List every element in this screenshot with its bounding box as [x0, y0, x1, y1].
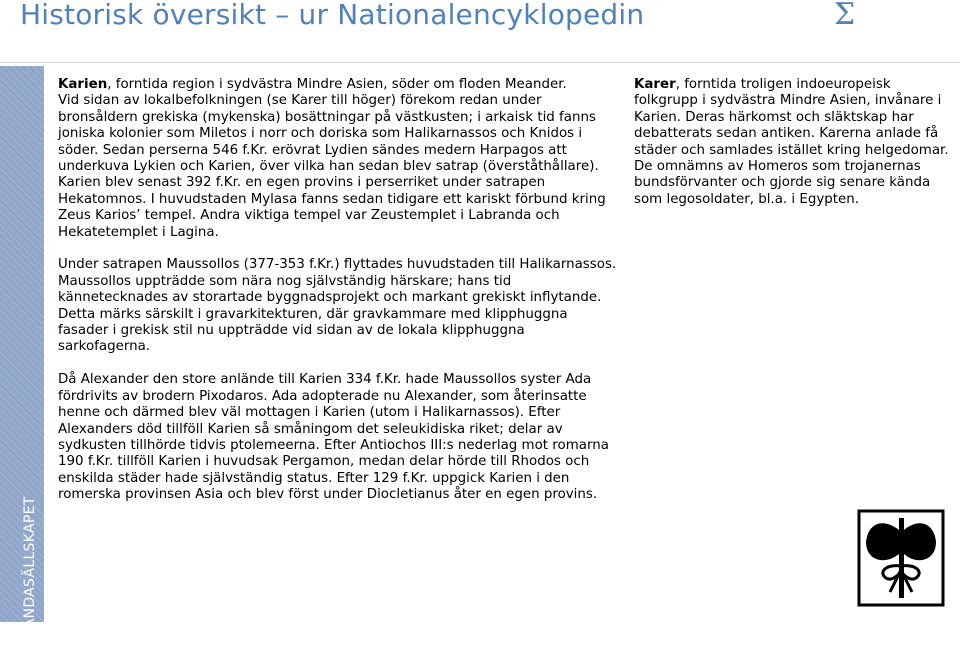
paragraph-karien-intro	[58, 77, 618, 241]
society-label: LABRANDASÄLLSKAPET	[22, 496, 38, 666]
sidebar-band	[0, 66, 44, 666]
main-column	[58, 77, 618, 520]
paragraph-maussollos: Under satrapen Maussollos (377-353 f.Kr.) flyttades huvudstaden till Halikarnassos. Maussollos uppträdde som nära nog självständig härskare; hans tid kännetecknades av storartade byggnadsprojekt och markant grekiskt inflytande. Detta märks särskilt i gravarkitekturen, där gravkammare med klipphuggna fasader i grekisk stil nu uppträdde vid sidan av de lokala klipphuggna sarkofagerna.	[58, 257, 617, 355]
karien-history-text: Vid sidan av lokalbefolkningen (se Karer till höger) förekom redan under bronsåldern grekiska (mykenska) bosättningar på västkusten; i arkaisk tid fanns joniska kolonier som Miletos i norr och doriska som Halikarnassos och Knidos i söder. Sedan perserna 546 f.Kr. erövrat Lydien sändes medern Harpagos att underkuva Lykien och Karien, över vilka han sedan blev satrap (överståthållare). Karien blev senast 392 f.Kr. en egen provins i perserriket under satrapen Hekatomnos. I huvudstaden Mylasa fanns sedan tidigare ett kariskt förbund kring Zeus Karios’ tempel. Andra viktiga tempel var Zeustemplet i Labranda och Hekatetemplet i Lagina.	[58, 93, 606, 240]
page-title: Historisk översikt – ur Nationalencyklopedin	[20, 0, 645, 31]
term-karer: Karer	[634, 77, 676, 92]
side-column	[634, 77, 954, 208]
karer-definition: , forntida troligen indoeuropeisk folkgrupp i sydvästra Mindre Asien, invånare i Karien. Deras härkomst och släktskap har debatterats sedan antiken. Karerna anlade få städer och samlades istället kring helgedomar. De omnämns av Homeros som trojanernas bundsförvanter och gjorde sig senare kända som legosoldater, bl.a. i Egypten.	[634, 77, 949, 207]
paragraph-karer	[634, 77, 954, 208]
sigma-symbol: Σ	[834, 0, 856, 32]
paragraph-alexander: Då Alexander den store anlände till Karien 334 f.Kr. hade Maussollos syster Ada fördrivits av brodern Pixodaros. Ada adopterade nu Alexander, som återinsatte henne och därmed blev väl mottagen i Karien (utom i Halikarnassos). Efter Alexanders död tillföll Karien så småningom det seleukidiska riket; delar av sydkusten tillhörde tidvis ptolemeerna. Efter Antiochos III:s nederlag mot romarna 190 f.Kr. tillföll Karien i huvudsak Pergamon, medan delar hörde till Rhodos och enskilda städer hade självständig status. Efter 129 f.Kr. uppgick Karien i den romerska provinsen Asia och blev först under Diocletianus åter en egen provins.	[58, 372, 609, 503]
double-axe-icon	[856, 508, 946, 608]
page-header	[0, 0, 960, 63]
karien-definition: , forntida region i sydvästra Mindre Asien, söder om floden Meander.	[107, 77, 567, 92]
term-karien: Karien	[58, 77, 108, 92]
